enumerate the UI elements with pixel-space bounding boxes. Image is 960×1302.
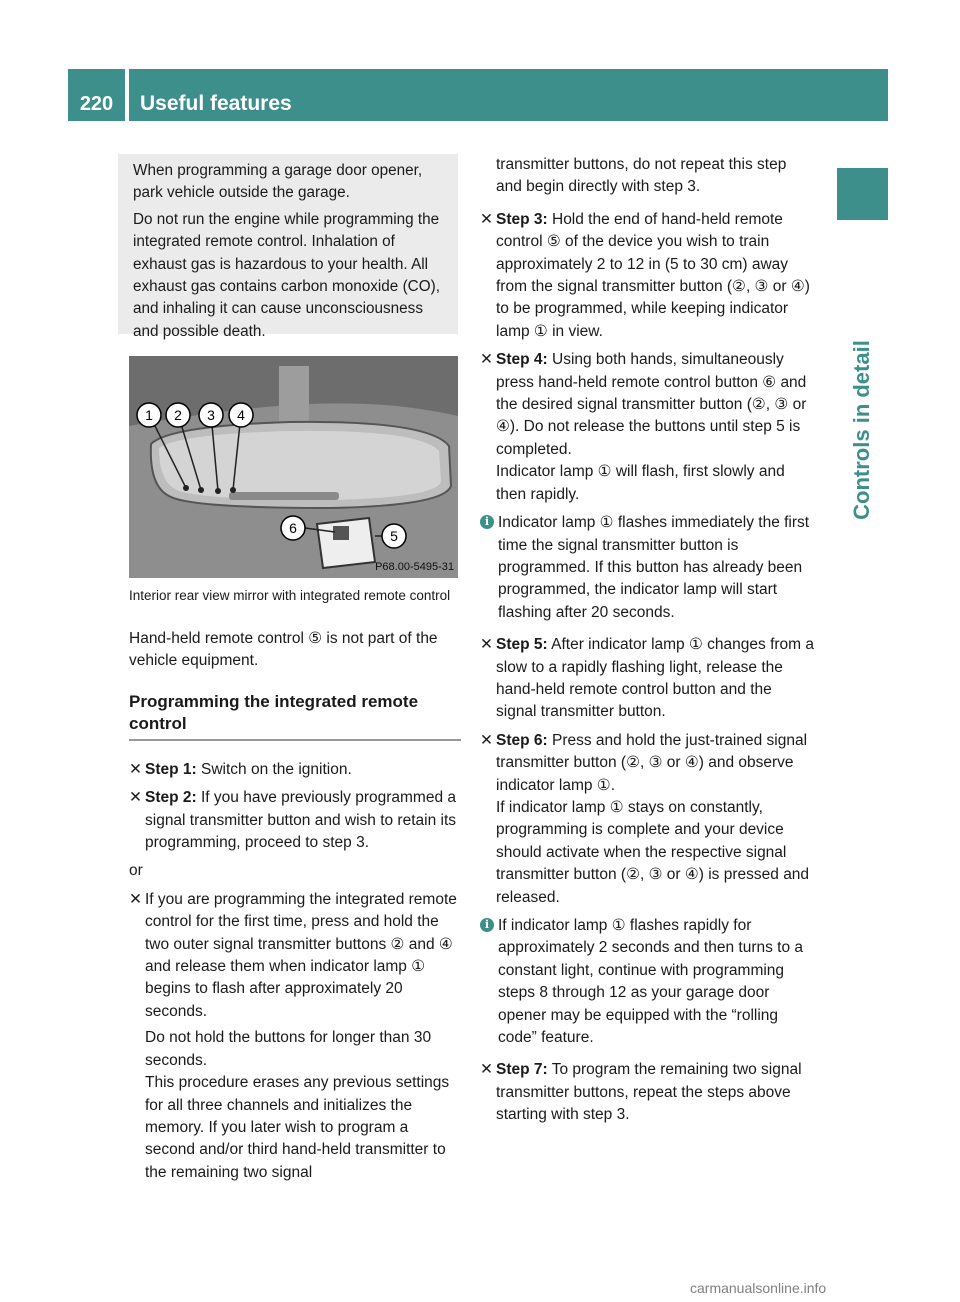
- step-4: ✕ Step 4: Using both hands, simultaneously press hand-held remote control button ⑥ and the desired signal transmitter button (②, ③ or ④). Do not release the buttons until step 5 is completed. Indicator lamp ① will flash, first slowly and then rapidly.: [480, 349, 815, 506]
- svg-text:5: 5: [390, 528, 398, 544]
- svg-text:3: 3: [207, 407, 215, 423]
- marker-6: [281, 516, 305, 540]
- side-tab: [837, 121, 888, 1221]
- step-4-note: Indicator lamp ① will flash, first slowly and then rapidly.: [496, 463, 785, 503]
- marker-3: [199, 403, 223, 427]
- step-alt: ✕ If you are programming the integrated remote control for the first time, press and hold the two outer signal transmitter buttons ② and ④ and release them when indicator lamp ① begins to flash after approximately 20 seconds. Do not hold the buttons for longer than 30 seconds. This procedure erases any previous settings for all three channels and initializes the memory. If you later wish to program a second and/or third hand-held transmitter to the remaining two signal: [129, 889, 461, 1184]
- svg-text:6: 6: [289, 520, 297, 536]
- arrow-icon: ✕: [480, 731, 493, 749]
- or-text: or: [129, 862, 143, 880]
- marker-1: [137, 403, 161, 427]
- svg-text:4: 4: [237, 407, 245, 423]
- arrow-icon: ✕: [129, 760, 142, 778]
- info-icon: i: [480, 515, 494, 529]
- step-2: ✕ Step 2: If you have previously programmed a signal transmitter button and wish to retain its programming, proceed to step 3.: [129, 789, 457, 852]
- step-7: ✕ Step 7: To program the remaining two signal transmitter buttons, repeat the steps above starting with step 3.: [480, 1061, 802, 1124]
- arrow-icon: ✕: [480, 210, 493, 228]
- svg-text:2: 2: [174, 407, 182, 423]
- side-tab-marker: [837, 168, 888, 220]
- side-tab-label: Controls in detail: [849, 340, 874, 520]
- info-icon: i: [480, 918, 494, 932]
- footer-watermark: carmanualsonline.info: [690, 1280, 827, 1296]
- right-column: [480, 154, 815, 1133]
- arrow-icon: ✕: [480, 351, 493, 369]
- step-6-note: If indicator lamp ① stays on constantly, programming is complete and your device should activate when the respective signal transmitter button (②, ③ or ④) is pressed and released.: [496, 798, 810, 906]
- arrow-icon: ✕: [129, 789, 142, 807]
- step-1: ✕ Step 1: Switch on the ignition.: [129, 759, 461, 781]
- intro-text: Hand-held remote control ⑤ is not part of the vehicle equipment.: [129, 630, 438, 670]
- left-column: [129, 628, 461, 1190]
- svg-text:1: 1: [145, 407, 153, 423]
- warning-text-2: Do not run the engine while programming the integrated remote control. Inhalation of exhaust gas is hazardous to your health. All exhaust gas contains carbon monoxide (CO), and inhaling it can cause unconsciousness and possible death.: [133, 210, 440, 340]
- figure-caption: Interior rear view mirror with integrated remote control: [129, 588, 451, 603]
- continued-text: transmitter buttons, do not repeat this step and begin directly with step 3.: [496, 156, 787, 196]
- warning-text-1: When programming a garage door opener, park vehicle outside the garage.: [133, 162, 423, 202]
- step-3: ✕ Step 3: Hold the end of hand-held remote control ⑤ of the device you wish to train approximately 2 to 12 in (5 to 30 cm) away from the signal transmitter button (②, ③ or ④) to be programmed, while keeping indicator lamp ① in view.: [480, 210, 810, 340]
- section-heading: Programming the integrated remote control: [129, 691, 461, 741]
- step-6: ✕ Step 6: Press and hold the just-trained signal transmitter button (②, ③ or ④) and observe indicator lamp ①. If indicator lamp ① stays on constantly, programming is complete and your device should activate when the respective signal transmitter button (②, ③ or ④) is pressed and released.: [480, 730, 815, 909]
- arrow-icon: ✕: [480, 636, 493, 654]
- header-divider: [125, 69, 129, 121]
- arrow-icon: ✕: [129, 890, 142, 908]
- arrow-icon: ✕: [480, 1061, 493, 1079]
- step-5: ✕ Step 5: After indicator lamp ① changes from a slow to a rapidly flashing light, release the hand-held remote control button and the signal transmitter button.: [480, 636, 815, 721]
- figure-code: P68.00-5495-31: [375, 561, 454, 573]
- section-title: Useful features: [140, 92, 292, 115]
- info-note-1: i Indicator lamp ① flashes immediately the first time the signal transmitter button is programmed. If this button has already been programmed, the indicator lamp will start flashing after 20 seconds.: [480, 512, 815, 624]
- warning-box: [118, 154, 458, 340]
- info-note-2: i If indicator lamp ① flashes rapidly for approximately 2 seconds and then turns to a constant light, continue with programming steps 8 through 12 as your garage door opener may be equipped with the “rolling code” feature.: [480, 915, 815, 1049]
- mirror-figure: [129, 356, 458, 578]
- marker-2: [166, 403, 190, 427]
- alt-note-1: Do not hold the buttons for longer than 30 seconds.: [145, 1029, 432, 1069]
- marker-5: [382, 524, 406, 548]
- marker-4: [229, 403, 253, 427]
- page-number: 220: [79, 93, 114, 115]
- alt-note-2: This procedure erases any previous settings for all three channels and initializes the memory. If you later wish to program a second and/or third hand-held transmitter to the remaining two signal: [145, 1074, 450, 1181]
- mirror-illustration: [129, 356, 458, 578]
